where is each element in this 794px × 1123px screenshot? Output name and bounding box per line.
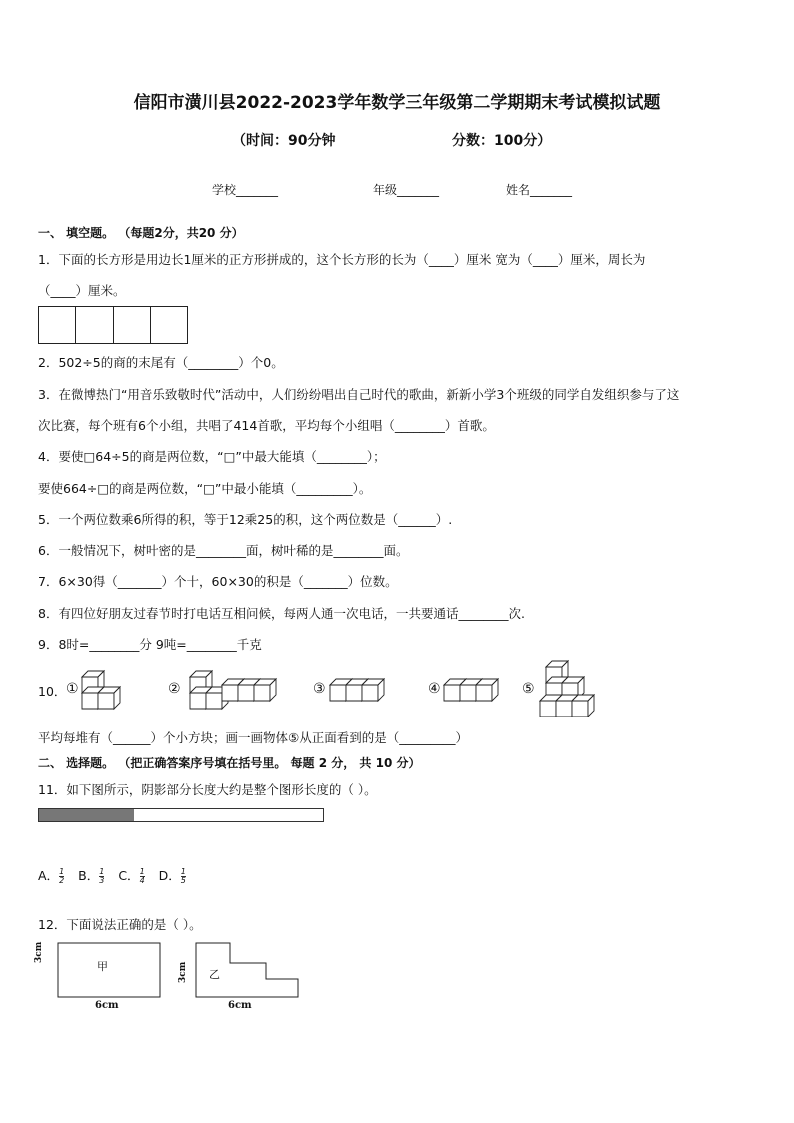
unit-square <box>151 307 187 343</box>
unit-square <box>76 307 113 343</box>
cube-figure-4 <box>444 679 498 701</box>
figure-label-4: ④ <box>428 681 441 697</box>
shape-yi-label: 乙 <box>209 968 220 981</box>
question-10-number: 10． <box>38 684 67 699</box>
shaded-part <box>39 809 134 821</box>
question-5: 5．一个两位数乘6所得的积，等于12乘25的积，这个两位数是（______）. <box>38 512 453 527</box>
score-info: 分数：100分） <box>452 133 552 149</box>
cube-figure-5 <box>540 661 594 717</box>
figure-label-3: ③ <box>313 681 326 697</box>
question-3-line-1: 3．在微博热门“用音乐致敬时代”活动中，人们纷纷唱出自己时代的歌曲，新新小学3个班级的同学自发组织参与了这 <box>38 387 680 402</box>
figure-label-1: ① <box>66 681 79 697</box>
grade-field: 年级_______ <box>373 183 440 197</box>
shape-yi-width: 6cm <box>228 1000 252 1011</box>
question-8: 8．有四位好朋友过春节时打电话互相问候，每两人通一次电话，一共要通话________次. <box>38 606 525 621</box>
figure-label-5: ⑤ <box>522 681 535 697</box>
question-12-shapes <box>30 935 320 1020</box>
length-bar <box>38 808 324 822</box>
cube-figure-1 <box>82 671 120 709</box>
cube-figure-2 <box>190 671 276 709</box>
figure-label-2: ② <box>168 681 181 697</box>
time-info: （时间：90分钟 <box>232 133 336 149</box>
question-3-line-2: 次比赛，每个班有6个小组，共唱了414首歌，平均每个小组唱（________）首歌。 <box>38 418 495 433</box>
school-field: 学校_______ <box>212 183 279 197</box>
question-1-line-1: 1．下面的长方形是用边长1厘米的正方形拼成的，这个长方形的长为（____）厘米 宽为（____）厘米，周长为 <box>38 252 646 267</box>
shape-jia <box>58 943 160 997</box>
question-11-options <box>38 866 186 885</box>
cube-figures <box>0 655 794 717</box>
option-c[interactable]: C． $\frac{1}{4}$ <box>118 867 145 885</box>
shape-jia-height: 3cm <box>34 941 44 963</box>
question-12: 12．下面说法正确的是（ ）。 <box>38 917 202 932</box>
cube-figure-3 <box>330 679 384 701</box>
question-9: 9．8时=________分 9吨=________千克 <box>38 637 262 652</box>
shape-yi-height: 3cm <box>178 961 188 983</box>
page-title: 信阳市潢川县2022-2023学年数学三年级第二学期期末考试模拟试题 <box>133 93 661 113</box>
question-7: 7．6×30得（_______）个十，60×30的积是（_______）位数。 <box>38 574 398 589</box>
question-4-line-2: 要使664÷□的商是两位数，“□”中最小能填（_________）。 <box>38 481 372 496</box>
question-6: 6．一般情况下，树叶密的是________面，树叶稀的是________面。 <box>38 543 409 558</box>
section-2-heading: 二、 选择题。 （把正确答案序号填在括号里。 每题 2 分， 共 10 分） <box>38 756 421 770</box>
section-1-heading: 一、 填空题。 （每题2分，共20 分） <box>38 226 244 240</box>
unit-square <box>39 307 76 343</box>
option-d[interactable]: D． $\frac{1}{5}$ <box>158 867 186 885</box>
question-1-line-2: （____）厘米。 <box>38 283 126 298</box>
question-2: 2．502÷5的商的末尾有（________）个0。 <box>38 355 284 370</box>
option-b[interactable]: B． $\frac{1}{3}$ <box>78 867 105 885</box>
question-4-line-1: 4．要使□64÷5的商是两位数，“□”中最大能填（________）； <box>38 449 386 464</box>
rectangle-of-squares <box>38 306 188 344</box>
name-field: 姓名_______ <box>506 183 573 197</box>
shape-jia-label: 甲 <box>97 960 108 973</box>
unit-square <box>114 307 151 343</box>
option-a[interactable]: A． $\frac{1}{2}$ <box>38 867 65 885</box>
shape-jia-width: 6cm <box>95 1000 119 1011</box>
question-10-answer: 平均每堆有（______）个小方块；画一画物体⑤从正面看到的是（_________） <box>38 730 468 745</box>
question-11: 11．如下图所示，阴影部分长度大约是整个图形长度的（ ）。 <box>38 782 377 797</box>
